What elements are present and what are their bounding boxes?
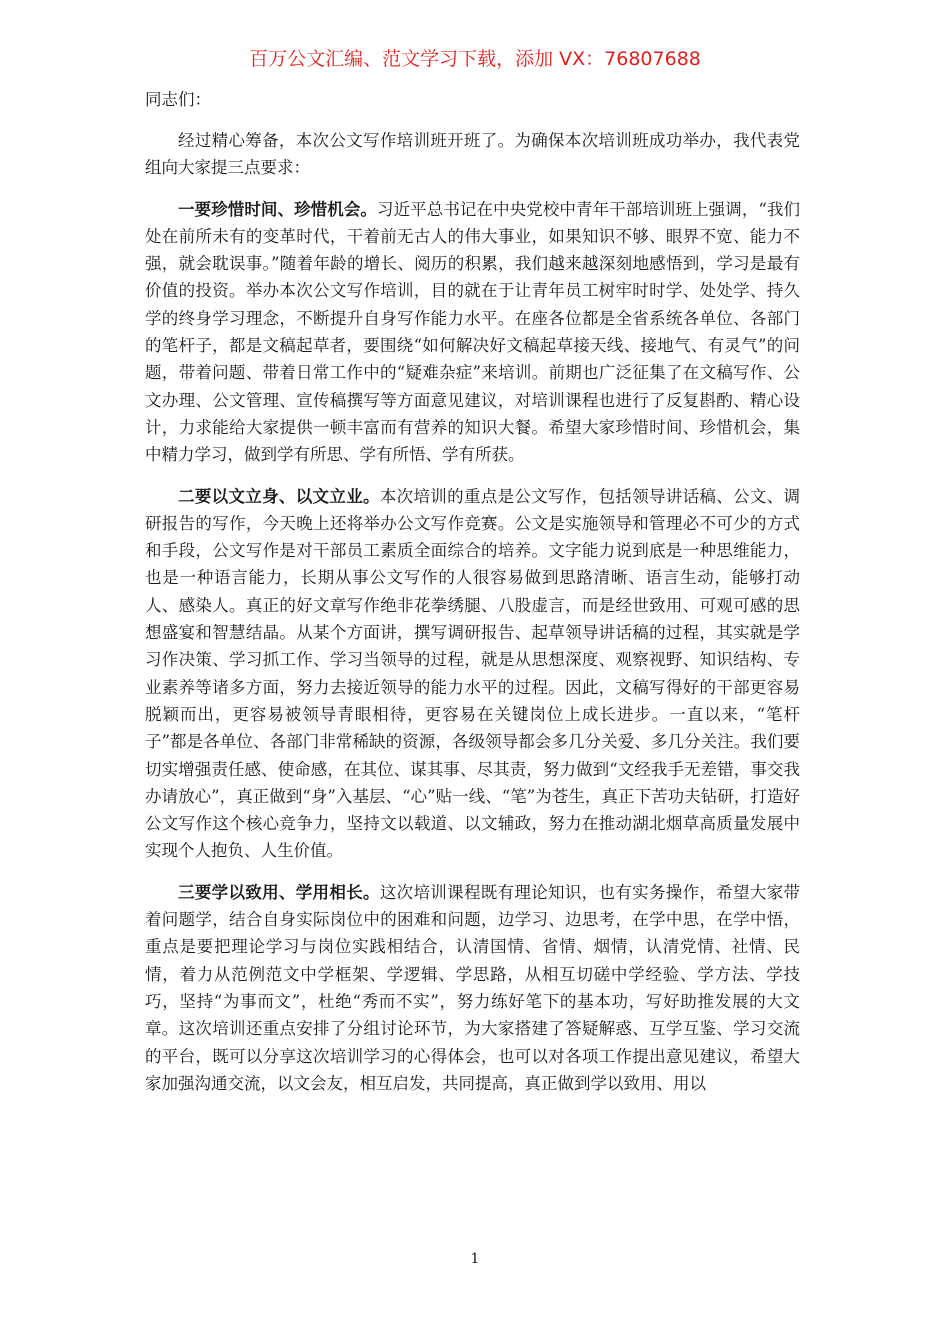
page-number: 1 xyxy=(470,1251,480,1267)
document-body xyxy=(145,87,800,1097)
point-heading-3: 三要学以致用、学用相长。 xyxy=(178,882,380,902)
point-paragraph-2 xyxy=(145,483,800,865)
point-heading-2: 二要以文立身、以文立业。 xyxy=(178,486,380,506)
point-body-1: 习近平总书记在中央党校中青年干部培训班上强调，“我们处在前所未有的变革时代，干着前无古人的伟大事业，如果知识不够、眼界不宽、能力不强，就会耽误事。”随着年龄的增长、阅历的积累，我们越来越深刻地感悟到，学习是最有价值的投资。举办本次公文写作培训，目的就在于让青年员工树牢时时学、处处学、持久学的终身学习理念，不断提升自身写作能力水平。在座各位都是全省系统各单位、各部门的笔杆子，都是文稿起草者，要围绕“如何解决好文稿起草接天线、接地气、有灵气”的问题，带着问题、带着日常工作中的“疑难杂症”来培训。前期也广泛征集了在文稿写作、公文办理、公文管理、宣传稿撰写等方面意见建议，对培训课程也进行了反复斟酌、精心设计，力求能给大家提供一顿丰富而有营养的知识大餐。希望大家珍惜时间、珍惜机会，集中精力学习，做到学有所思、学有所悟、学有所获。 xyxy=(145,199,801,465)
salutation: 同志们： xyxy=(145,90,211,109)
point-heading-1: 一要珍惜时间、珍惜机会。 xyxy=(178,199,377,219)
point-body-3: 这次培训课程既有理论知识，也有实务操作，希望大家带着问题学，结合自身实际岗位中的困难和问题，边学习、边思考，在学中思，在学中悟，重点是要把理论学习与岗位实践相结合，认清国情、省情、烟情，认清党情、社情、民情，着力从范例范文中学框架、学逻辑、学思路，从相互切磋中学经验、学方法、学技巧，坚持“为事而文”，杜绝“秀而不实”，努力练好笔下的基本功，写好助推发展的大文章。这次培训还重点安排了分组讨论环节，为大家搭建了答疑解惑、互学互鉴、学习交流的平台，既可以分享这次培训学习的心得体会，也可以对各项工作提出意见建议，希望大家加强沟通交流，以文会友，相互启发，共同提高，真正做到学以致用、用以 xyxy=(145,882,801,1093)
header-banner: 百万公文汇编、范文学习下载，添加 VX：76807688 xyxy=(249,48,701,70)
point-paragraph-3 xyxy=(145,879,800,1097)
intro-paragraph: 经过精心筹备，本次公文写作培训班开班了。为确保本次培训班成功举办，我代表党组向大家提三点要求： xyxy=(145,131,800,178)
point-body-2: 本次培训的重点是公文写作，包括领导讲话稿、公文、调研报告的写作，今天晚上还将举办公文写作竞赛。公文是实施领导和管理必不可少的方式和手段，公文写作是对干部员工素质全面综合的培养。文字能力说到底是一种思维能力，也是一种语言能力，长期从事公文写作的人很容易做到思路清晰、语言生动，能够打动人、感染人。真正的好文章写作绝非花拳绣腿、八股虚言，而是经世致用、可观可感的思想盛宴和智慧结晶。从某个方面讲，撰写调研报告、起草领导讲话稿的过程，其实就是学习作决策、学习抓工作、学习当领导的过程，就是从思想深度、观察视野、知识结构、专业素养等诸多方面，努力去接近领导的能力水平的过程。因此，文稿写得好的干部更容易脱颖而出，更容易被领导青眼相待，更容易在关键岗位上成长进步。一直以来，“笔杆子”都是各单位、各部门非常稀缺的资源，各级领导都会多几分关爱、多几分关注。我们要切实增强责任感、使命感，在其位、谋其事、尽其责，努力做到“文经我手无差错，事交我办请放心”，真正做到“身”入基层、“心”贴一线、“笔”为苍生，真正下苦功夫钻研，打造好公文写作这个核心竞争力，坚持文以载道、以文辅政，努力在推动湖北烟草高质量发展中实现个人抱负、人生价值。 xyxy=(145,486,801,861)
point-paragraph-1 xyxy=(145,196,800,469)
